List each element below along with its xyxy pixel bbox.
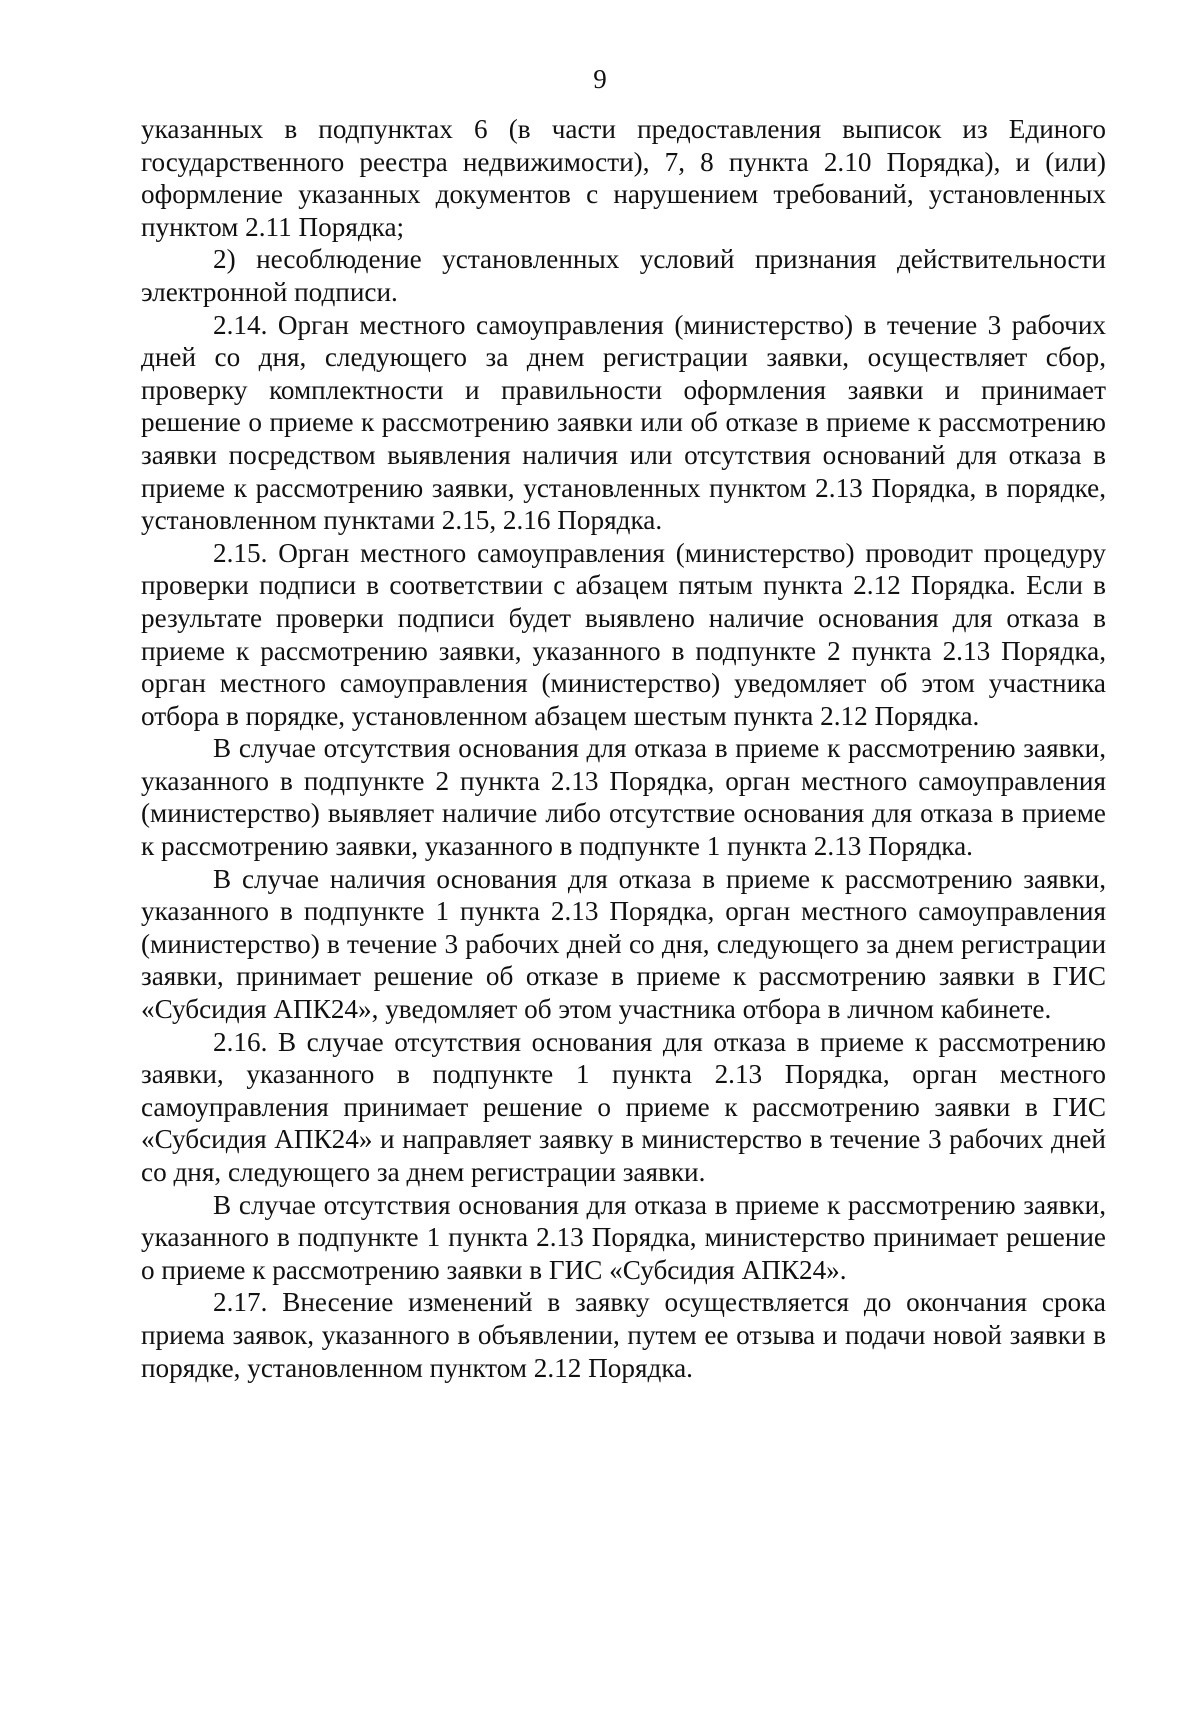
paragraph-2-15-presence: В случае наличия основания для отказа в приеме к рассмотрению заявки, указанного в подпункте 1 пункта 2.13 Порядка, орган местного самоуправления (министерство) в течение 3 рабочих дней со дня, следующего за днем регистрации заявки, принимает решение об отказе в приеме к рассмотрению заявки в ГИС «Субсидия АПК24», уведомляет об этом участника отбора в личном кабинете.	[141, 863, 1106, 1025]
paragraph-2-16: 2.16. В случае отсутствия основания для отказа в приеме к рассмотрению заявки, указанного в подпункте 1 пункта 2.13 Порядка, орган местного самоуправления принимает решение о приеме к рассмотрению заявки в ГИС «Субсидия АПК24» и направляет заявку в министерство в течение 3 рабочих дней со дня, следующего за днем регистрации заявки.	[141, 1026, 1106, 1187]
paragraph-2-15-absence: В случае отсутствия основания для отказа в приеме к рассмотрению заявки, указанного в подпункте 2 пункта 2.13 Порядка, орган местного самоуправления (министерство) выявляет наличие либо отсутствие основания для отказа в приеме к рассмотрению заявки, указанного в подпункте 1 пункта 2.13 Порядка.	[141, 733, 1106, 862]
document-body	[141, 113, 1106, 1384]
page-number: 9	[593, 64, 607, 94]
paragraph-2-17: 2.17. Внесение изменений в заявку осуществляется до окончания срока приема заявок, указанного в объявлении, путем ее отзыва и подачи новой заявки в порядке, установленном пунктом 2.12 Порядка.	[141, 1287, 1106, 1383]
paragraph-2-15: 2.15. Орган местного самоуправления (министерство) проводит процедуру проверки подписи в соответствии с абзацем пятым пункта 2.12 Порядка. Если в результате проверки подписи будет выявлено наличие основания для отказа в приеме к рассмотрению заявки, указанного в подпункте 2 пункта 2.13 Порядка, орган местного самоуправления (министерство) уведомляет об этом участника отбора в порядке, установленном абзацем шестым пункта 2.12 Порядка.	[141, 537, 1106, 731]
paragraph-2-16-ministry: В случае отсутствия основания для отказа в приеме к рассмотрению заявки, указанного в подпункте 1 пункта 2.13 Порядка, министерство принимает решение о приеме к рассмотрению заявки в ГИС «Субсидия АПК24».	[141, 1189, 1106, 1285]
paragraph-2-14: 2.14. Орган местного самоуправления (министерство) в течение 3 рабочих дней со дня, следующего за днем регистрации заявки, осуществляет сбор, проверку комплектности и правильности оформления заявки и принимает решение о приеме к рассмотрению заявки или об отказе в приеме к рассмотрению заявки посредством выявления наличия или отсутствия оснований для отказа в приеме к рассмотрению заявки, установленных пунктом 2.13 Порядка, в порядке, установленном пунктами 2.15, 2.16 Порядка.	[141, 309, 1106, 536]
paragraph-subitem-2: 2) несоблюдение установленных условий признания действительности электронной подписи.	[141, 244, 1106, 307]
paragraph-continuation: указанных в подпунктах 6 (в части предоставления выписок из Единого государственного реестра недвижимости), 7, 8 пункта 2.10 Порядка), и (или) оформление указанных документов с нарушением требований, установленных пунктом 2.11 Порядка;	[141, 114, 1106, 242]
